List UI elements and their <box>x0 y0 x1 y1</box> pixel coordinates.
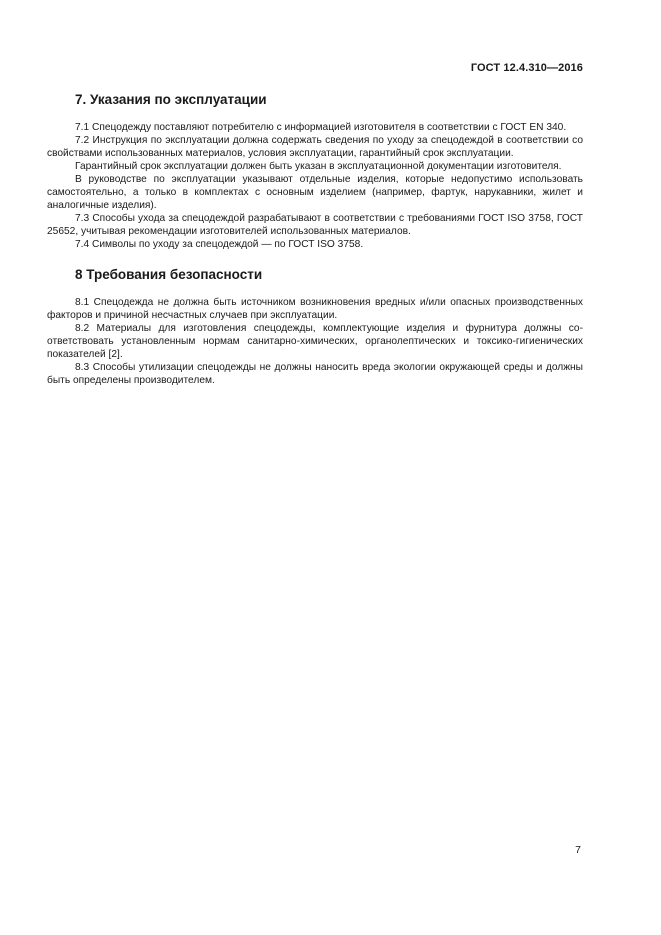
section-title: 8 Требования безопасности <box>75 267 263 282</box>
paragraph-7-3: 7.3 Способы ухода за спецодеждой разрабатывают в соответствии с требованиями ГОСТ ISO 3758, ГОСТ 25652, учитывая рекомендации изготовителей использованных материалов. <box>47 213 583 237</box>
document-number-header: ГОСТ 12.4.310—2016 <box>470 62 583 74</box>
paragraph-8-3: 8.3 Способы утилизации спецодежды не должны наносить вреда экологии окружающей среды и должны быть определены производителем. <box>47 362 583 386</box>
document-body <box>47 91 583 387</box>
section-8 <box>47 266 583 387</box>
section-title: 7. Указания по эксплуатации <box>75 92 267 107</box>
paragraph-7-1: 7.1 Спецодежду поставляют потребителю с информацией изготовителя в соответствии с ГОСТ EN 340. <box>75 122 567 133</box>
paragraph-8-1: 8.1 Спецодежда не должна быть источником возникновения вредных и/или опасных производственных факторов и причиной несчастных случаев при эксплуатации. <box>47 297 583 321</box>
paragraph-8-2: 8.2 Материалы для изготовления спецодежды, комплектующие изделия и фурнитура должны соответствовать установленным нормам санитарно-химических, органолептических и токсико-гигиенических показателей [2]. <box>47 323 583 360</box>
paragraph-warranty: Гарантийный срок эксплуатации должен быть указан в эксплуатационной документации изготовителя. <box>75 161 562 172</box>
page-number: 7 <box>575 844 581 856</box>
paragraph-manual: В руководстве по эксплуатации указывают отдельные изделия, которые недопустимо использовать самостоятельно, а только в комплектах с основным изделием (например, фартук, нарукавники, жилет и аналогичные изделия). <box>47 174 583 211</box>
section-7 <box>47 91 583 251</box>
paragraph-7-4: 7.4 Символы по уходу за спецодеждой — по ГОСТ ISO 3758. <box>75 239 364 250</box>
paragraph-7-2: 7.2 Инструкция по эксплуатации должна содержать сведения по уходу за спецодеждой в соответствии со свойствами использованных материалов, условия эксплуатации, гарантийный срок эксплуатации. <box>47 135 583 159</box>
section-spacer <box>47 251 583 266</box>
